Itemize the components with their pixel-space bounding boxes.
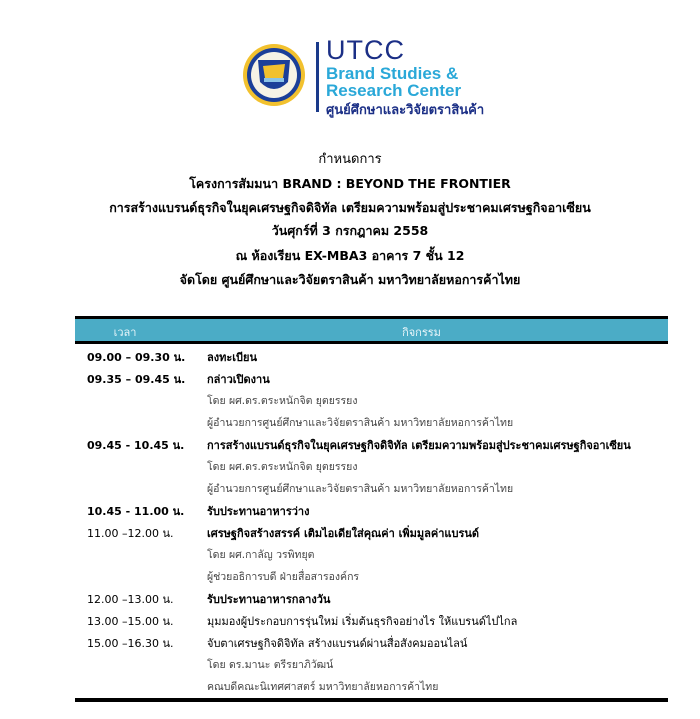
agenda-table-header (75, 316, 668, 344)
row-speaker: โดย ผศ.กาลัญ วรพิทยุต (207, 549, 315, 561)
row-activity: กล่าวเปิดงาน (207, 373, 270, 386)
row-activity: เศรษฐกิจสร้างสรรค์ เติมไอเดียใส่คุณค่า เพิ่มมูลค่าแบรนด์ (207, 527, 480, 540)
row-speaker-title: คณบดีคณะนิเทศศาสตร์ มหาวิทยาลัยหอการค้าไทย (207, 681, 439, 693)
row-time: 09.00 – 09.30 น. (87, 351, 186, 364)
table-row (75, 344, 668, 366)
row-speaker-title: ผู้อำนวยการศูนย์ศึกษาและวิจัยตราสินค้า มหาวิทยาลัยหอการค้าไทย (207, 417, 514, 429)
logo-thai-text: ศูนย์ศึกษาและวิจัยตราสินค้า (326, 103, 485, 118)
table-row (75, 652, 668, 674)
utcc-brand-logo (240, 35, 485, 120)
row-time: 09.35 – 09.45 น. (87, 373, 186, 386)
table-bottom-border (75, 698, 668, 702)
table-row (75, 498, 668, 520)
table-row (75, 674, 668, 696)
row-activity: จับตาเศรษฐกิจดิจิทัล สร้างแบรนด์ผ่านสื่อสังคมออนไลน์ (207, 637, 468, 650)
row-activity: การสร้างแบรนด์ธุรกิจในยุคเศรษฐกิจดิจิทัล เตรียมความพร้อมสู่ประชาคมเศรษฐกิจอาเซียน (207, 439, 631, 452)
table-row (75, 432, 668, 454)
seminar-subtitle: การสร้างแบรนด์ธุรกิจในยุคเศรษฐกิจดิจิทัล เตรียมความพร้อมสู่ประชาคมเศรษฐกิจอาเซียน (109, 200, 591, 215)
row-time: 09.45 - 10.45 น. (87, 439, 185, 452)
row-time: 11.00 –12.00 น. (87, 527, 174, 540)
row-activity: รับประทานอาหารกลางวัน (207, 593, 331, 606)
logo-research-center-text: Research Center (326, 81, 462, 100)
table-row (75, 608, 668, 630)
row-activity: ลงทะเบียน (207, 351, 257, 364)
event-date: วันศุกร์ที่ 3 กรกฎาคม 2558 (271, 223, 429, 238)
table-row (75, 366, 668, 388)
table-row (75, 476, 668, 498)
row-time: 15.00 –16.30 น. (87, 637, 174, 650)
column-header-activity: กิจกรรม (402, 326, 441, 339)
university-seal-icon (242, 42, 306, 108)
row-activity: รับประทานอาหารว่าง (207, 505, 310, 518)
event-venue: ณ ห้องเรียน EX-MBA3 อาคาร 7 ชั้น 12 (235, 248, 465, 263)
table-row (75, 454, 668, 476)
agenda-table-body (75, 344, 668, 696)
table-row (75, 542, 668, 564)
row-speaker-title: ผู้ช่วยอธิการบดี ฝ่ายสื่อสารองค์กร (207, 571, 360, 583)
column-header-time: เวลา (113, 326, 137, 339)
agenda-table (75, 316, 668, 702)
table-row (75, 388, 668, 410)
row-speaker: โดย ผศ.ดร.ตระหนักจิต ยุตยรรยง (207, 461, 358, 473)
project-title: โครงการสัมมนา BRAND : BEYOND THE FRONTIER (189, 176, 511, 191)
table-row (75, 630, 668, 652)
logo-divider (316, 42, 319, 112)
row-time: 12.00 –13.00 น. (87, 593, 174, 606)
event-organizer: จัดโดย ศูนย์ศึกษาและวิจัยตราสินค้า มหาวิทยาลัยหอการค้าไทย (179, 272, 521, 287)
logo-utcc-text: UTCC (326, 35, 405, 65)
row-activity: มุมมองผู้ประกอบการรุ่นใหม่ เริ่มต้นธุรกิจอย่างไร ให้แบรนด์ไปไกล (207, 615, 518, 628)
logo-brand-studies-text: Brand Studies & (326, 64, 459, 83)
page-title: กำหนดการ (318, 152, 382, 167)
row-time: 10.45 - 11.00 น. (87, 505, 185, 518)
table-row (75, 586, 668, 608)
row-speaker: โดย ดร.มานะ ตรีรยาภิวัฒน์ (207, 659, 334, 671)
row-time: 13.00 –15.00 น. (87, 615, 174, 628)
table-row (75, 410, 668, 432)
table-row (75, 564, 668, 586)
table-row (75, 520, 668, 542)
row-speaker: โดย ผศ.ดร.ตระหนักจิต ยุตยรรยง (207, 395, 358, 407)
row-speaker-title: ผู้อำนวยการศูนย์ศึกษาและวิจัยตราสินค้า มหาวิทยาลัยหอการค้าไทย (207, 483, 514, 495)
